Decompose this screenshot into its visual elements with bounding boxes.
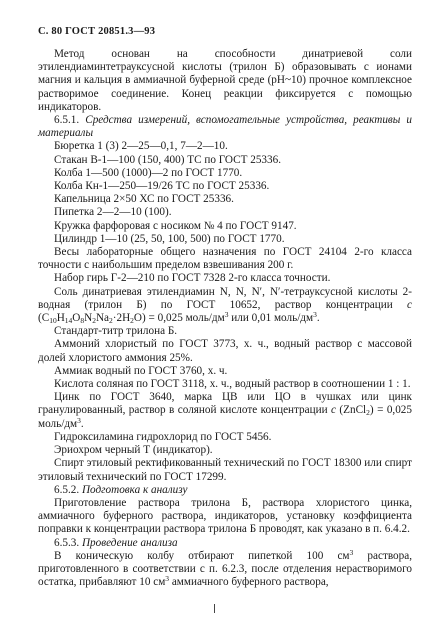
page-header: С. 80 ГОСТ 20851.3—93: [38, 26, 156, 37]
document-body: [38, 48, 412, 589]
list-item: Капельница 2×50 ХС по ГОСТ 25336.: [54, 193, 234, 206]
list-item: Стандарт-титр трилона Б.: [54, 325, 178, 338]
section-6-5-1-heading: 6.5.1. Средства измерений, вспомогательные устройства, реактивы и материалы: [38, 114, 412, 140]
list-item: Кислота соляная по ГОСТ 3118, х. ч., водный раствор в соотношении 1 : 1.: [54, 378, 411, 391]
section-6-5-3-heading: 6.5.3. Проведение анализа: [54, 536, 178, 549]
analysis-paragraph: В коническую колбу отбирают пипеткой 100 $см^3$ раствора, приготовленного в соответствии с п. 6.2.3, после отделения нерастворимого остатка, прибавляют 10 $см^3$ аммиачного буферного раствора,: [38, 547, 412, 589]
list-item: Пипетка 2—2—10 (100).: [54, 206, 172, 219]
section-6-5-2-heading: 6.5.2. Подготовка к анализу: [54, 483, 188, 496]
list-item: Эриохром черный Т (индикатор).: [54, 444, 213, 457]
scan-mark: [214, 604, 215, 613]
trilon-b-item: Соль динатриевая этилендиамин N, N, N′, N′-тетрауксусной кислоты 2-водная (трилон Б) по ГОСТ 10652, раствор концентрации c $(C_{10}H_{14}O_8N_2Na_2\cdot 2H_2O) = 0,025$ моль/$дм^3$ или 0,01 моль/$дм^3$.: [38, 285, 412, 326]
list-item: Набор гирь Г-2—210 по ГОСТ 7328 2-го класса точности.: [54, 272, 331, 285]
list-item: Весы лабораторные общего назначения по ГОСТ 24104 2-го класса точности с наибольшим пределом взвешивания 200 г.: [38, 246, 412, 272]
list-item: Колба 1—500 (1000)—2 по ГОСТ 1770.: [54, 166, 243, 179]
list-item: Спирт этиловый ректификованный технический по ГОСТ 18300 или спирт этиловый технический по ГОСТ 17299.: [38, 457, 412, 483]
zinc-item: Цинк по ГОСТ 3640, марка ЦВ или ЦО в чушках или цинк гранулированный, раствор в соляной кислоте концентрации c (ZnCl$_2$) = 0,025 моль/$дм^3$.: [38, 391, 412, 430]
list-item: Цилиндр 1—10 (25, 50, 100, 500) по ГОСТ 1770.: [54, 232, 285, 245]
list-item: Аммиак водный по ГОСТ 3760, х. ч.: [54, 364, 228, 377]
list-item: Колба Кн-1—250—19/26 ТС по ГОСТ 25336.: [54, 180, 270, 193]
method-paragraph: Метод основан на способности динатриевой соли этилендиаминтетрауксусной кислоты (трилон Б) образовывать с ионами магния и кальция в аммиачной буферной среде (рН~10) прочное комплексное растворимое соединение. Конец реакции фиксируется с помощью индикаторов.: [38, 48, 412, 113]
list-item: Гидроксиламина гидрохлорид по ГОСТ 5456.: [54, 430, 272, 443]
preparation-paragraph: Приготовление раствора трилона Б, раствора хлористого цинка, аммиачного буферного раствора, индикаторов, установку коэффициента поправки к концентрации раствора трилона Б проводят, как указано в п. 6.4.2.: [38, 496, 412, 536]
list-item: Стакан В-1—100 (150, 400) ТС по ГОСТ 25336.: [54, 153, 282, 166]
list-item: Аммоний хлористый по ГОСТ 3773, х. ч., водный раствор с массовой долей хлористого аммония 25%.: [38, 338, 412, 364]
list-item: Кружка фарфоровая с носиком № 4 по ГОСТ 9147.: [54, 219, 297, 232]
list-item: Бюретка 1 (3) 2—25—0,1, 7—2—10.: [54, 140, 228, 153]
